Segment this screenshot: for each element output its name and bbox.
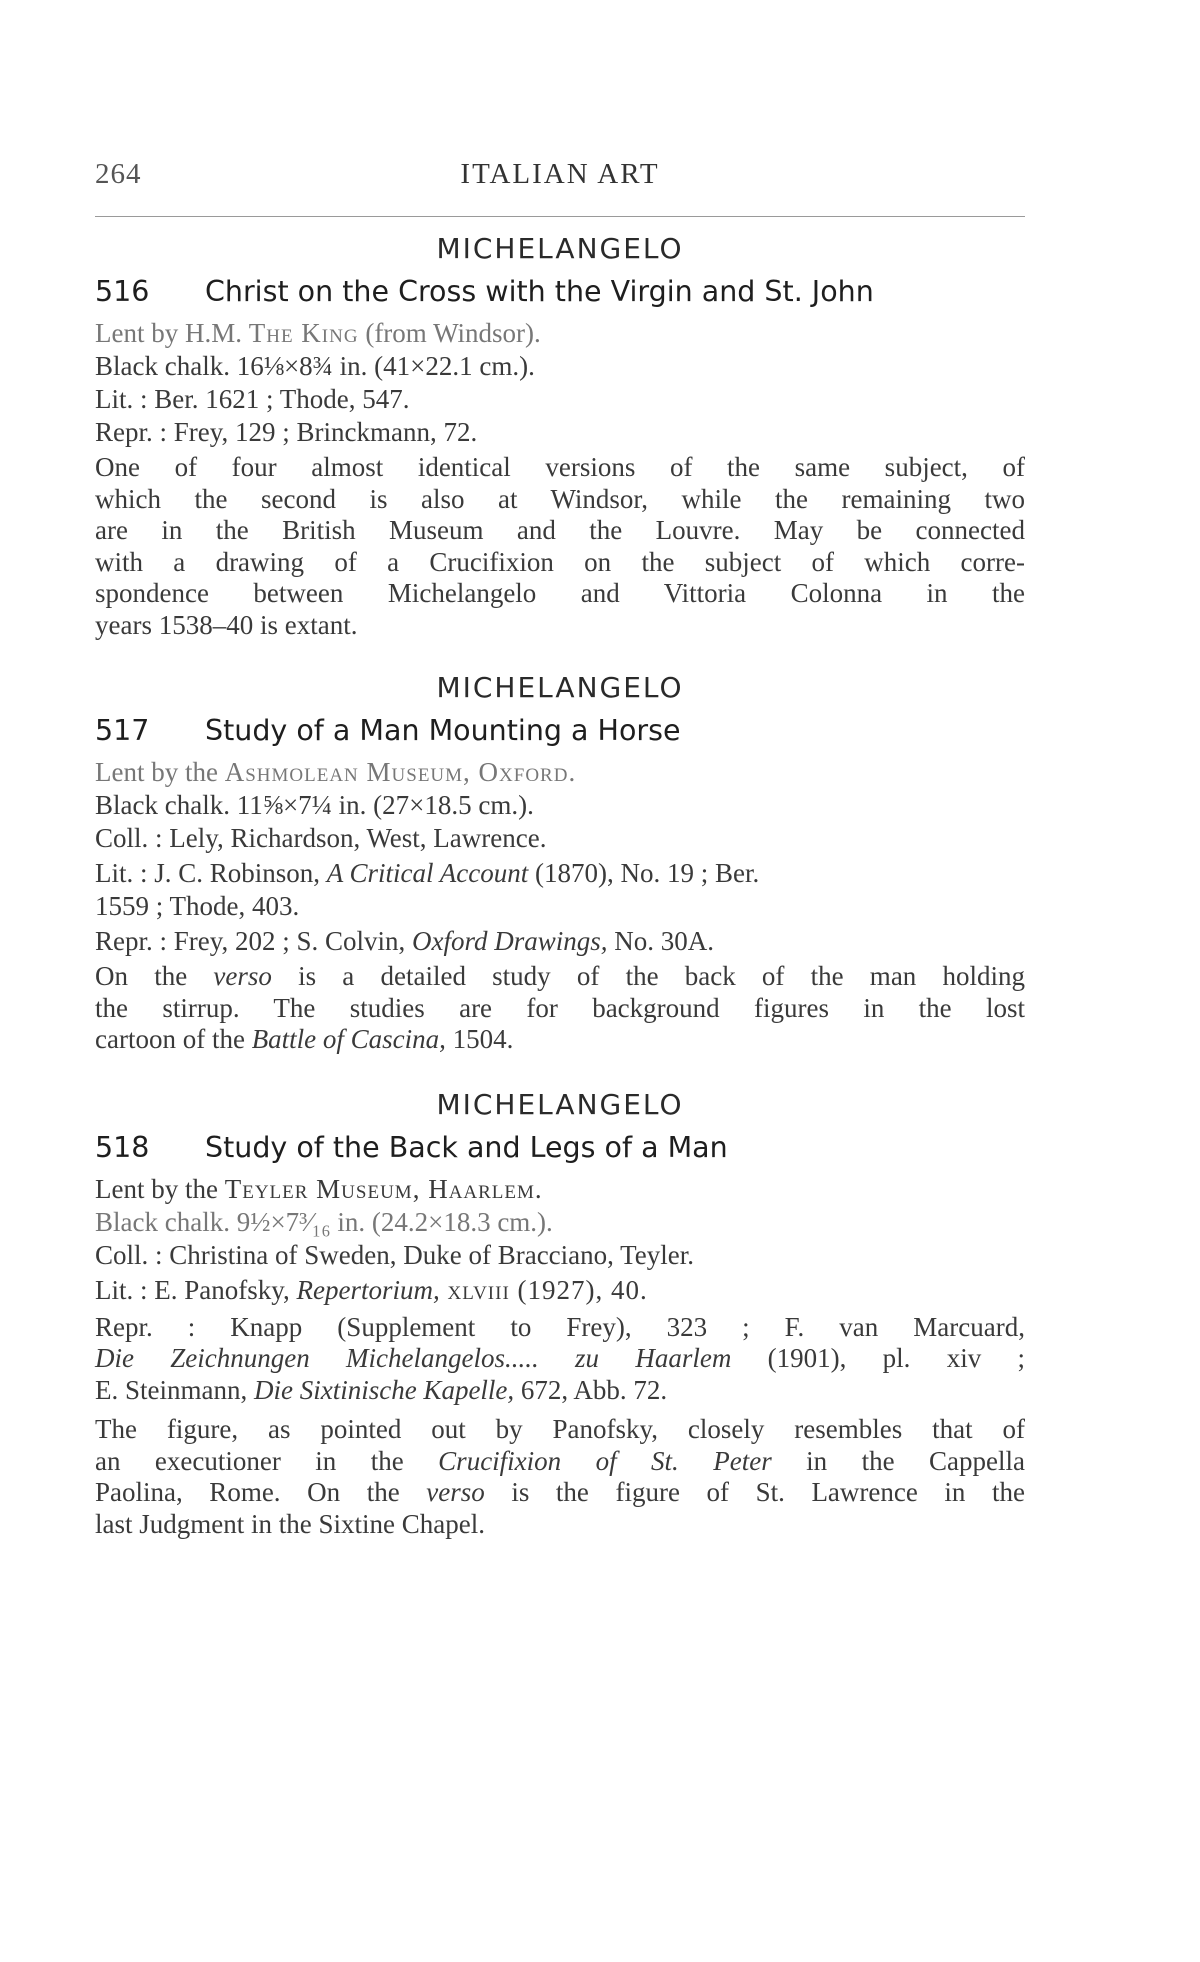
lender-name: Ashmolean Museum, Oxford. — [224, 757, 577, 787]
catalogue-number: 516 — [95, 275, 150, 308]
entry-title: Study of a Man Mounting a Horse — [205, 714, 681, 747]
reproduction-title: Die Zeichnungen Michelangelos..... zu Haarlem — [95, 1343, 732, 1373]
literature-suffix: (1870), No. 19 ; Ber. — [528, 858, 760, 888]
entry-note — [95, 961, 1025, 1056]
note-italic: verso — [213, 961, 272, 991]
note-text: On the — [95, 961, 214, 991]
catalogue-number: 517 — [95, 714, 150, 747]
lender-suffix: (from Windsor). — [358, 318, 541, 348]
reproduction-line: Repr. : Knapp (Supplement to Frey), 323 ; F. van Marcuard, — [95, 1311, 1025, 1342]
lender-prefix: Lent by H.M. — [95, 318, 249, 348]
note-line — [95, 961, 1025, 993]
entry-note — [95, 1414, 1025, 1540]
catalogue-number: 518 — [95, 1130, 150, 1164]
reproduction-line — [95, 926, 1025, 957]
medium-line: Black chalk. 11⅝×7¼ in. (27×18.5 cm.). — [95, 790, 534, 820]
note-italic: Battle of Cascina, — [251, 1024, 446, 1054]
artist-heading: MICHELANGELO — [436, 671, 684, 704]
note-line: years 1538–40 is extant. — [95, 609, 358, 640]
note-line: are in the British Museum and the Louvre. May be connected — [95, 515, 1025, 545]
page-number: 264 — [95, 158, 142, 190]
page — [95, 150, 1025, 1540]
reproduction-text: 672, Abb. 72. — [514, 1374, 668, 1405]
artist-heading: MICHELANGELO — [436, 1087, 684, 1121]
catalogue-entry-518 — [95, 1088, 1025, 1541]
entry-title: Christ on the Cross with the Virgin and St. John — [205, 275, 874, 308]
lender-name: Teyler Museum, Haarlem. — [224, 1173, 543, 1204]
note-line: spondence between Michelangelo and Vittoria Colonna in the — [95, 578, 1025, 608]
entry-title-line — [95, 275, 1025, 308]
note-text: 1504. — [445, 1024, 514, 1054]
literature-title: Repertorium, — [296, 1274, 440, 1305]
note-text: in the Cappella — [771, 1445, 1025, 1476]
reproduction-suffix: No. 30A. — [607, 926, 715, 956]
note-line: last Judgment in the Sixtine Chapel. — [95, 1508, 485, 1539]
entry-note — [95, 452, 1025, 641]
running-head — [95, 150, 1025, 210]
note-text: is the figure of St. Lawrence in the — [484, 1477, 1025, 1507]
note-line: with a drawing of a Crucifixion on the subject of which corre- — [95, 546, 1025, 577]
catalogue-entry-516 — [95, 232, 1025, 641]
note-line: The figure, as pointed out by Panofsky, closely resembles that of — [95, 1414, 1025, 1444]
collection-line: Coll. : Lely, Richardson, West, Lawrence. — [95, 823, 547, 853]
note-line: One of four almost identical versions of the same subject, of — [95, 452, 1025, 482]
entry-title-line — [95, 714, 1025, 747]
note-line — [95, 1477, 1025, 1509]
note-text: Paolina, Rome. On the — [95, 1477, 427, 1507]
reproduction-line: Repr. : Frey, 129 ; Brinckmann, 72. — [95, 417, 478, 447]
lender-line — [95, 1174, 1025, 1205]
literature-line-2: 1559 ; Thode, 403. — [95, 891, 300, 921]
reproduction-prefix: Repr. : Frey, 202 ; S. Colvin, — [95, 926, 413, 956]
note-line: the stirrup. The studies are for background figures in the lost — [95, 992, 1025, 1023]
catalogue-entry-517 — [95, 671, 1025, 1056]
note-line — [95, 1024, 1025, 1056]
literature-prefix: Lit. : E. Panofsky, — [95, 1274, 297, 1305]
reproduction-title: Die Sixtinische Kapelle, — [253, 1374, 515, 1405]
note-italic: verso — [426, 1477, 485, 1507]
note-italic: Crucifixion of St. Peter — [438, 1445, 772, 1476]
lender-line — [95, 757, 1025, 788]
running-title: ITALIAN ART — [460, 158, 660, 190]
note-text: is a detailed study of the back of the man holding — [271, 961, 1026, 991]
artist-heading: MICHELANGELO — [436, 232, 684, 265]
literature-line: Lit. : Ber. 1621 ; Thode, 547. — [95, 384, 410, 414]
reproduction-text: (1901), pl. xiv ; — [731, 1343, 1025, 1373]
literature-suffix: xlviii (1927), 40. — [439, 1274, 648, 1305]
entry-title-line — [95, 1131, 1025, 1164]
note-line — [95, 1446, 1025, 1478]
lender-line — [95, 318, 1025, 349]
entry-title: Study of the Back and Legs of a Man — [205, 1130, 728, 1164]
reproduction-title: Oxford Drawings, — [412, 926, 608, 956]
medium-line: Black chalk. 16⅛×8¾ in. (41×22.1 cm.). — [95, 351, 535, 381]
note-text: an executioner in the — [95, 1445, 439, 1476]
reproduction-line — [95, 1375, 1025, 1407]
lender-prefix: Lent by the — [95, 1173, 225, 1204]
literature-prefix: Lit. : J. C. Robinson, — [95, 858, 327, 888]
literature-line — [95, 858, 1025, 889]
note-line: which the second is also at Windsor, while the remaining two — [95, 483, 1025, 514]
lender-name: The King — [248, 318, 359, 348]
medium-line: Black chalk. 9½×7³⁄₁₆ in. (24.2×18.3 cm.). — [95, 1206, 553, 1237]
lender-prefix: Lent by the — [95, 757, 225, 787]
literature-title: A Critical Account — [326, 858, 529, 888]
reproduction-block — [95, 1312, 1025, 1407]
header-rule — [95, 216, 1025, 217]
note-text: cartoon of the — [95, 1024, 252, 1054]
reproduction-text: E. Steinmann, — [95, 1374, 254, 1405]
reproduction-line — [95, 1343, 1025, 1375]
literature-line — [95, 1275, 1025, 1306]
collection-line: Coll. : Christina of Sweden, Duke of Bracciano, Teyler. — [95, 1239, 694, 1270]
